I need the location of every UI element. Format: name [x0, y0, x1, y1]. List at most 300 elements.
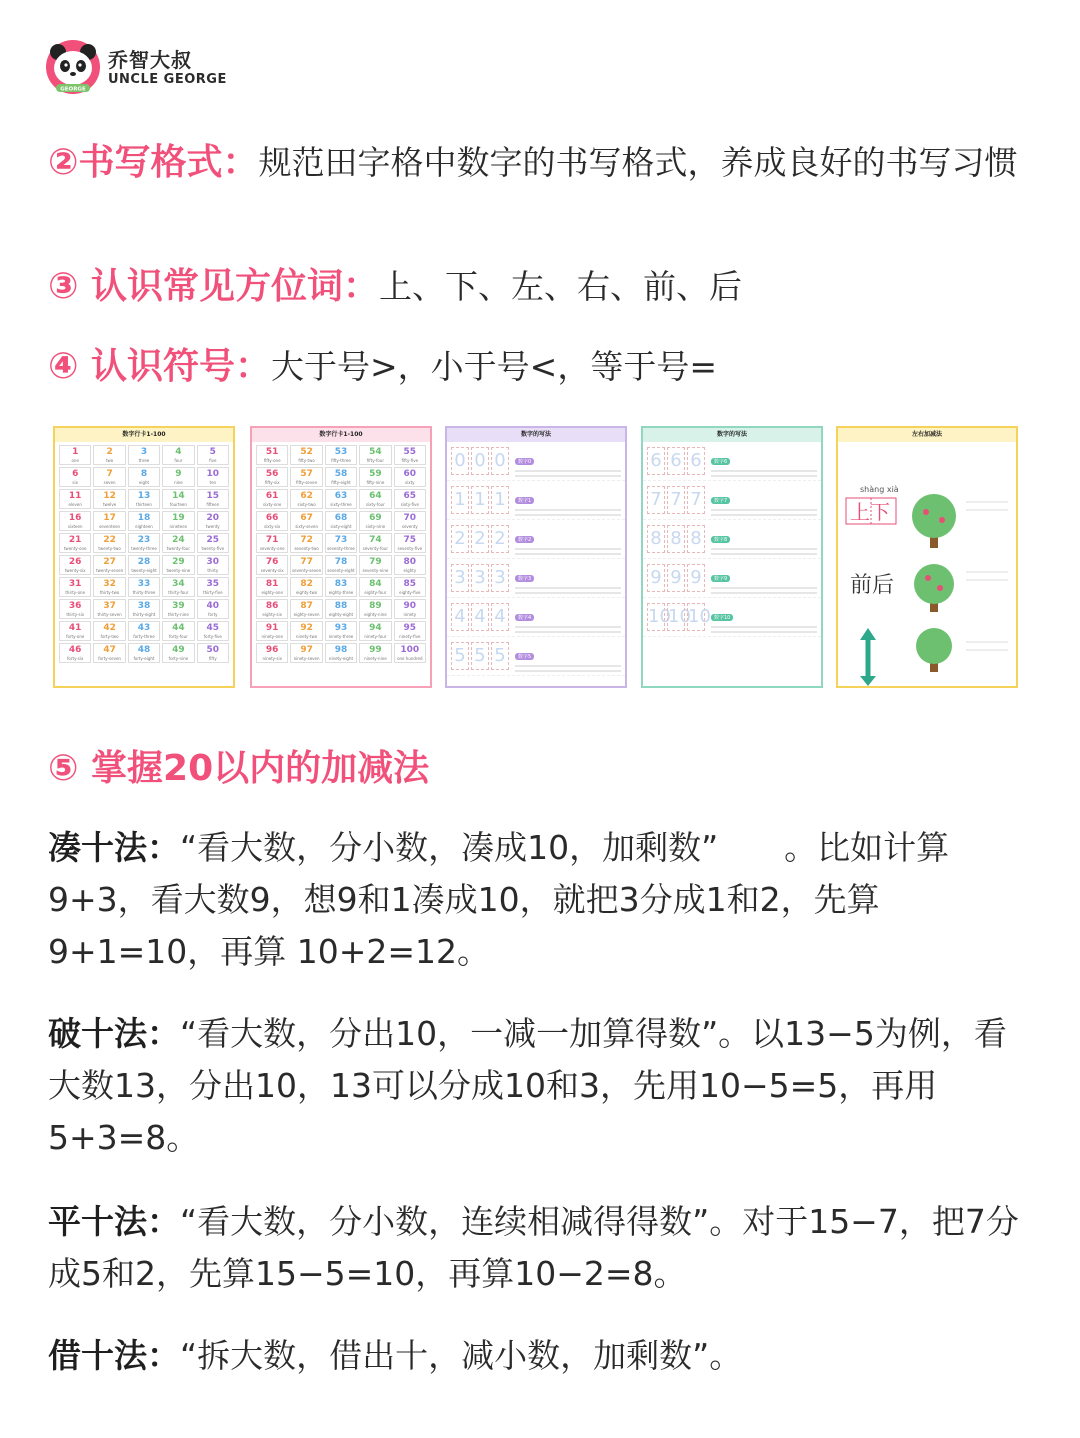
number-word: eighty-five: [399, 590, 421, 595]
section-body: 规范田字格中数字的书写格式，养成良好的书写习惯: [258, 143, 1018, 182]
tracing-digit: 0: [451, 447, 469, 475]
number-word: twelve: [102, 502, 117, 507]
number-word: thirty-eight: [132, 612, 156, 617]
number-card: [128, 577, 160, 597]
number-card: [59, 555, 91, 575]
number-word: thirty-two: [99, 590, 120, 595]
number-value: 3: [140, 447, 148, 457]
number-word: fifty-nine: [366, 480, 385, 485]
number-word: forty-eight: [133, 656, 155, 661]
writing-row: [643, 598, 821, 637]
number-word: sixty-six: [263, 524, 281, 529]
number-value: 10: [206, 469, 220, 479]
number-word: thirty-nine: [167, 612, 189, 617]
number-word: ninety: [403, 612, 417, 617]
worksheet-thumbnail-writing-6-10: [641, 426, 823, 688]
digit-tag: 数字6: [711, 458, 730, 465]
number-value: 86: [265, 601, 279, 611]
number-word: thirty-three: [132, 590, 156, 595]
number-card: [290, 511, 322, 531]
number-word: sixty-three: [330, 502, 352, 507]
number-word: twenty-seven: [96, 568, 124, 573]
tracing-digit: 4: [491, 603, 509, 631]
text-line-placeholder: [711, 548, 817, 550]
thumbnail-title: 数字行卡1-100: [252, 428, 430, 442]
tracing-digit: 10: [687, 603, 705, 631]
brand-name-en: UNCLE GEORGE: [108, 72, 227, 87]
number-word: six: [72, 480, 78, 485]
tree-icon: [916, 628, 952, 672]
number-card: [256, 621, 288, 641]
number-word: forty-four: [168, 634, 188, 639]
number-card: [197, 621, 229, 641]
number-word: eighteen: [135, 524, 153, 529]
number-word: twenty-six: [64, 568, 86, 573]
number-card: [325, 555, 357, 575]
number-value: 83: [334, 579, 348, 589]
number-word: fifty-four: [366, 458, 384, 463]
worksheet-thumbnail-51-100: [250, 426, 432, 688]
number-value: 99: [369, 645, 382, 655]
number-value: 96: [265, 645, 279, 655]
section-heading-addition-subtraction: ⑤ 掌握20以内的加减法: [48, 748, 430, 789]
tracing-digit: 0: [491, 447, 509, 475]
section-body: 上、下、左、右、前、后: [379, 267, 743, 306]
number-word: seventy-four: [362, 546, 389, 551]
number-value: 29: [172, 557, 185, 567]
text-line-placeholder: [711, 631, 817, 633]
number-card: [93, 511, 125, 531]
number-word: eighty-two: [295, 590, 318, 595]
number-word: eighty-one: [261, 590, 283, 595]
number-card: [256, 489, 288, 509]
number-card: [93, 621, 125, 641]
number-word: ninety-seven: [293, 656, 320, 661]
number-word: seventy-eight: [327, 568, 355, 573]
number-value: 25: [206, 535, 220, 545]
writing-row: [447, 520, 625, 559]
number-card: [197, 643, 229, 663]
number-card: [128, 489, 160, 509]
writing-instructions: [515, 643, 621, 669]
number-word: eighty: [403, 568, 417, 573]
number-value: 54: [369, 447, 382, 457]
number-value: 36: [68, 601, 82, 611]
number-value: 61: [265, 491, 279, 501]
number-word: five: [209, 458, 217, 463]
number-grid: [55, 442, 233, 666]
number-card: [290, 467, 322, 487]
number-word: forty-one: [66, 634, 85, 639]
number-value: 4: [175, 447, 182, 457]
number-word: sixty-seven: [295, 524, 318, 529]
writing-rows: [643, 442, 821, 637]
digit-tag: 数字9: [711, 575, 730, 582]
writing-instructions: [711, 487, 817, 513]
number-word: sixty-two: [297, 502, 316, 507]
section-heading: ③ 认识常见方位词：: [48, 266, 380, 307]
thumbnail-title: 数字的写法: [643, 428, 821, 442]
number-card: [162, 467, 194, 487]
qianhou-chars: 前后: [850, 573, 895, 598]
number-card: [394, 467, 426, 487]
brand-logo: [44, 38, 244, 100]
number-card: [394, 621, 426, 641]
number-card: [359, 621, 391, 641]
number-card: [256, 511, 288, 531]
number-word: forty-five: [203, 634, 222, 639]
tracing-digit: 2: [491, 525, 509, 553]
number-value: 18: [137, 513, 151, 523]
method-pingShi: [48, 1196, 1032, 1300]
number-word: two: [105, 458, 114, 463]
tracing-digit: 8: [687, 525, 705, 553]
number-value: 56: [265, 469, 279, 479]
number-value: 90: [403, 601, 417, 611]
number-grid: [252, 442, 430, 666]
number-word: fifty-two: [298, 458, 315, 463]
number-value: 60: [403, 469, 417, 479]
number-card: [290, 445, 322, 465]
number-value: 100: [400, 645, 420, 655]
section-direction-words: [48, 262, 1032, 312]
number-word: ninety-four: [364, 634, 387, 639]
number-card: [359, 467, 391, 487]
number-card: [59, 577, 91, 597]
number-card: [93, 489, 125, 509]
number-card: [394, 599, 426, 619]
number-value: 19: [172, 513, 185, 523]
number-value: 69: [369, 513, 382, 523]
number-card: [394, 555, 426, 575]
number-value: 74: [369, 535, 382, 545]
text-line-placeholder: [711, 514, 817, 516]
number-value: 28: [137, 557, 151, 567]
number-value: 34: [172, 579, 185, 589]
digit-tag: 数字0: [515, 458, 534, 465]
number-value: 82: [300, 579, 313, 589]
number-card: [128, 621, 160, 641]
number-value: 7: [106, 469, 113, 479]
method-jieShi: [48, 1330, 1032, 1382]
number-card: [359, 643, 391, 663]
number-value: 92: [300, 623, 313, 633]
number-card: [197, 577, 229, 597]
writing-instructions: [515, 565, 621, 591]
tracing-digit: 0: [471, 447, 489, 475]
number-card: [325, 489, 357, 509]
number-card: [59, 643, 91, 663]
number-value: 14: [172, 491, 185, 501]
number-card: [162, 533, 194, 553]
number-word: fifty-three: [331, 458, 351, 463]
number-card: [256, 643, 288, 663]
section-heading: ④ 认识符号：: [48, 346, 272, 387]
writing-instructions: [711, 526, 817, 552]
number-card: [325, 577, 357, 597]
tracing-digit: 10: [647, 603, 665, 631]
up-down-arrow-icon: [860, 628, 876, 686]
number-card: [256, 533, 288, 553]
number-card: [325, 599, 357, 619]
number-card: [93, 599, 125, 619]
number-value: 95: [403, 623, 417, 633]
writing-row: [447, 637, 625, 676]
number-value: 38: [137, 601, 151, 611]
digit-tag: 数字3: [515, 575, 534, 582]
number-card: [93, 577, 125, 597]
number-card: [197, 599, 229, 619]
writing-row: [447, 598, 625, 637]
number-word: sixty: [405, 480, 415, 485]
worksheet-thumbnail-1-50: [53, 426, 235, 688]
number-word: sixty-nine: [365, 524, 386, 529]
text-line-placeholder: [711, 509, 817, 511]
number-word: eighty-three: [328, 590, 354, 595]
number-word: sixty-five: [400, 502, 419, 507]
number-value: 72: [300, 535, 313, 545]
section-body: 大于号>，小于号<，等于号=: [271, 347, 717, 386]
number-card: [59, 621, 91, 641]
number-value: 35: [206, 579, 220, 589]
number-value: 6: [72, 469, 79, 479]
number-card: [162, 555, 194, 575]
method-text: “看大数，分小数，连续相减得得数”。对于15−7，把7分成5和2，先算15−5=10，再算10−2=8。: [48, 1202, 1019, 1293]
number-value: 12: [103, 491, 116, 501]
text-line-placeholder: [711, 475, 817, 477]
text-line-placeholder: [711, 470, 817, 472]
number-word: sixty-four: [365, 502, 385, 507]
tracing-digit: 6: [687, 447, 705, 475]
tracing-digit: 5: [491, 642, 509, 670]
number-word: ninety-nine: [364, 656, 387, 661]
number-word: thirty-five: [203, 590, 223, 595]
number-card: [162, 577, 194, 597]
method-label: 凑十法：: [48, 828, 180, 867]
number-value: 63: [334, 491, 348, 501]
number-word: twenty-nine: [166, 568, 191, 573]
number-word: ten: [209, 480, 217, 485]
tracing-digit: 6: [647, 447, 665, 475]
direction-illustration: [838, 442, 1016, 686]
number-word: forty-seven: [98, 656, 121, 661]
number-value: 9: [175, 469, 182, 479]
number-value: 22: [103, 535, 116, 545]
text-line-placeholder: [515, 626, 621, 628]
number-value: 62: [300, 491, 313, 501]
number-card: [93, 533, 125, 553]
number-value: 78: [334, 557, 348, 567]
number-value: 68: [334, 513, 348, 523]
text-line-placeholder: [515, 665, 621, 667]
text-line-placeholder: [515, 548, 621, 550]
number-card: [162, 511, 194, 531]
number-value: 71: [265, 535, 279, 545]
text-line-placeholder: [515, 509, 621, 511]
digit-tag: 数字10: [711, 614, 733, 621]
number-word: thirty-six: [66, 612, 85, 617]
tracing-digit: 9: [667, 564, 685, 592]
number-word: seventy-six: [260, 568, 284, 573]
number-value: 81: [265, 579, 279, 589]
brand-name-cn: 乔智大叔: [108, 48, 192, 72]
number-card: [128, 599, 160, 619]
method-couShi: [48, 822, 1032, 978]
number-card: [93, 445, 125, 465]
worksheet-thumbnail-directions: [836, 426, 1018, 688]
tracing-digit: 3: [491, 564, 509, 592]
number-value: 5: [209, 447, 216, 457]
number-value: 85: [403, 579, 417, 589]
number-value: 27: [103, 557, 116, 567]
number-word: sixty-one: [263, 502, 282, 507]
number-value: 43: [137, 623, 151, 633]
number-word: three: [138, 458, 150, 463]
worksheet-thumbnail-writing-0-5: [445, 426, 627, 688]
number-word: thirteen: [136, 502, 152, 507]
number-word: thirty-four: [168, 590, 189, 595]
number-value: 15: [206, 491, 220, 501]
number-value: 87: [300, 601, 313, 611]
number-card: [59, 445, 91, 465]
number-word: twenty-one: [63, 546, 87, 551]
number-word: fifty-eight: [331, 480, 351, 485]
digit-tag: 数字4: [515, 614, 534, 621]
number-card: [290, 599, 322, 619]
number-word: ninety-eight: [328, 656, 354, 661]
number-word: twenty-four: [166, 546, 190, 551]
number-card: [256, 599, 288, 619]
method-label: 破十法：: [48, 1014, 180, 1053]
number-word: one hundred: [397, 656, 423, 661]
number-value: 50: [206, 645, 220, 655]
number-card: [394, 577, 426, 597]
number-word: forty-six: [67, 656, 84, 661]
number-card: [290, 643, 322, 663]
writing-row: [643, 481, 821, 520]
writing-instructions: [515, 604, 621, 630]
tree-icon: [912, 494, 956, 548]
number-value: 20: [206, 513, 220, 523]
number-card: [128, 467, 160, 487]
writing-instructions: [711, 565, 817, 591]
number-word: one: [71, 458, 79, 463]
method-label: 平十法：: [48, 1202, 180, 1241]
number-word: nineteen: [169, 524, 188, 529]
number-card: [128, 555, 160, 575]
number-card: [197, 555, 229, 575]
number-value: 33: [137, 579, 151, 589]
number-value: 21: [68, 535, 82, 545]
digit-tag: 数字7: [711, 497, 730, 504]
number-value: 37: [103, 601, 116, 611]
method-text: “拆大数，借出十，减小数，加剩数”。: [180, 1336, 743, 1375]
number-value: 23: [137, 535, 151, 545]
text-line-placeholder: [711, 587, 817, 589]
writing-instructions: [711, 604, 817, 630]
number-card: [59, 489, 91, 509]
number-value: 79: [369, 557, 382, 567]
number-word: twenty: [205, 524, 220, 529]
number-word: sixty-eight: [330, 524, 352, 529]
tracing-digit: 2: [471, 525, 489, 553]
number-value: 46: [68, 645, 82, 655]
number-word: ninety-one: [261, 634, 283, 639]
number-word: eighty-eight: [328, 612, 354, 617]
digit-tag: 数字5: [515, 653, 534, 660]
number-card: [325, 643, 357, 663]
tracing-digit: 1: [471, 486, 489, 514]
text-line-placeholder: [711, 553, 817, 555]
number-value: 51: [265, 447, 279, 457]
number-card: [325, 533, 357, 553]
number-value: 32: [103, 579, 116, 589]
number-card: [394, 489, 426, 509]
number-word: eighty-seven: [293, 612, 320, 617]
number-card: [290, 533, 322, 553]
number-card: [256, 445, 288, 465]
number-word: eleven: [68, 502, 82, 507]
digit-tag: 数字2: [515, 536, 534, 543]
tracing-digit: 9: [647, 564, 665, 592]
text-line-placeholder: [515, 587, 621, 589]
number-word: fifty-six: [264, 480, 280, 485]
number-card: [162, 489, 194, 509]
number-word: seven: [103, 480, 116, 485]
number-word: fifty-seven: [296, 480, 318, 485]
writing-instructions: [515, 448, 621, 474]
number-card: [394, 511, 426, 531]
section-heading: ②书写格式：: [48, 142, 259, 183]
number-word: twenty-two: [98, 546, 121, 551]
number-card: [197, 533, 229, 553]
number-value: 13: [137, 491, 151, 501]
number-value: 97: [300, 645, 313, 655]
writing-row: [643, 559, 821, 598]
number-word: fifteen: [206, 502, 220, 507]
text-line-placeholder: [515, 592, 621, 594]
number-value: 73: [334, 535, 348, 545]
method-label: 借十法：: [48, 1336, 180, 1375]
number-card: [59, 511, 91, 531]
tracing-digit: 7: [687, 486, 705, 514]
number-value: 49: [172, 645, 185, 655]
number-card: [162, 599, 194, 619]
number-word: fifty: [208, 656, 217, 661]
number-value: 84: [369, 579, 382, 589]
digit-tag: 数字8: [711, 536, 730, 543]
number-word: seventy-two: [294, 546, 319, 551]
number-card: [256, 555, 288, 575]
number-card: [93, 555, 125, 575]
number-word: ninety-two: [295, 634, 318, 639]
writing-rows: [447, 442, 625, 676]
number-value: 40: [206, 601, 220, 611]
number-word: seventy-one: [259, 546, 285, 551]
number-word: forty: [208, 612, 218, 617]
number-card: [359, 599, 391, 619]
tracing-digit: 9: [687, 564, 705, 592]
number-value: 59: [369, 469, 382, 479]
number-word: thirty-one: [65, 590, 86, 595]
number-card: [359, 511, 391, 531]
number-card: [197, 467, 229, 487]
number-card: [325, 511, 357, 531]
number-word: seventy-three: [327, 546, 355, 551]
tracing-digit: 3: [451, 564, 469, 592]
text-line-placeholder: [515, 553, 621, 555]
text-line-placeholder: [711, 626, 817, 628]
